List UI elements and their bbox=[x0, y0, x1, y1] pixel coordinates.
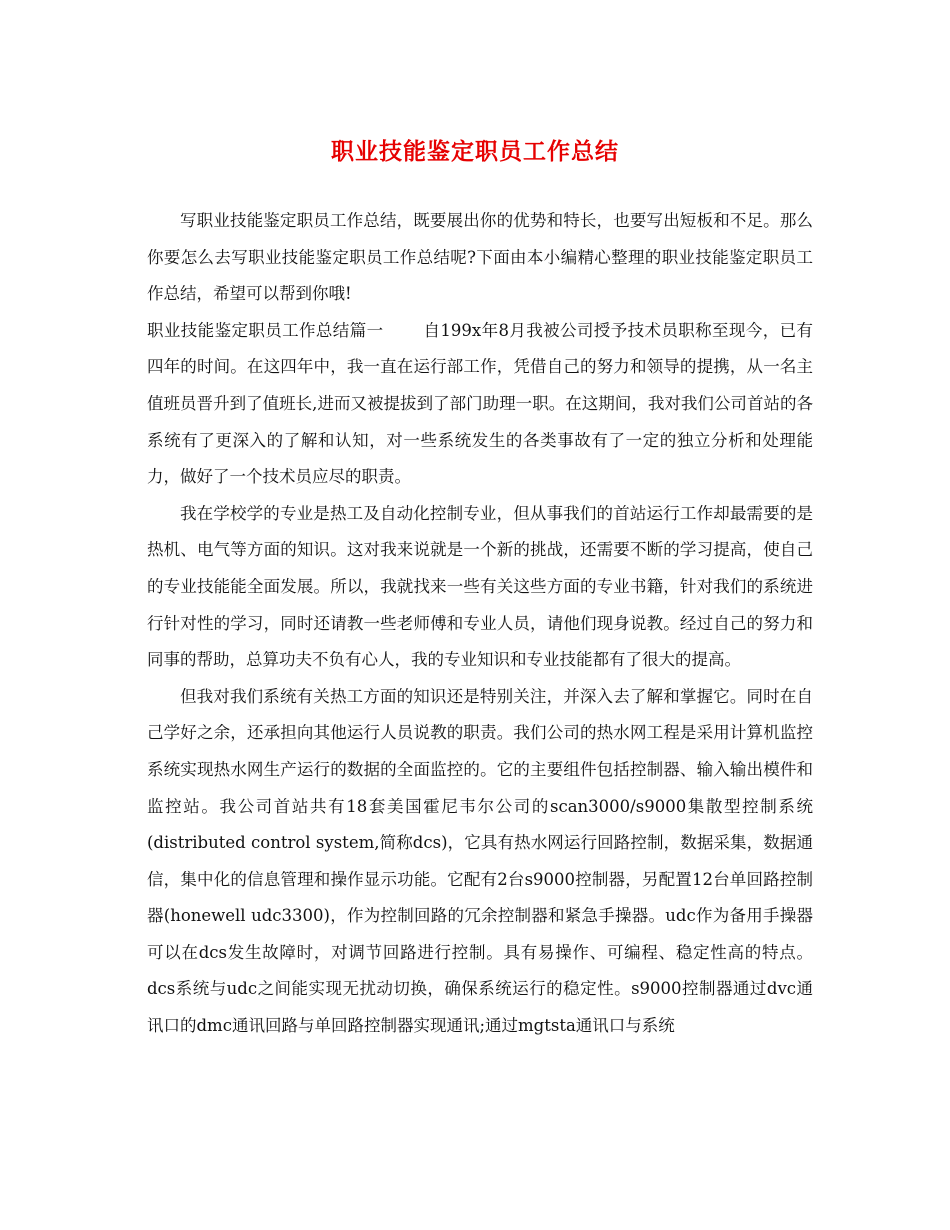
paragraph-1-text: 自199x年8月我被公司授予技术员职称至现今，已有四年的时间。在这四年中，我一直在运行部工作，凭借自己的努力和领导的提携，从一名主值班员晋升到了值班长,进而又被提拔到了部门助理一职。在这期间，我对我们公司首站的各系统有了更深入的了解和认知，对一些系统发生的各类事故有了一定的独立分析和处理能力，做好了一个技术员应尽的职责。 bbox=[147, 320, 814, 487]
intro-paragraph: 写职业技能鉴定职员工作总结，既要展出你的优势和特长，也要写出短板和不足。那么你要怎么去写职业技能鉴定职员工作总结呢?下面由本小编精心整理的职业技能鉴定职员工作总结，希望可以帮到你哦! bbox=[147, 211, 813, 304]
document-body bbox=[147, 203, 813, 1045]
paragraph-2: 我在学校学的专业是热工及自动化控制专业，但从事我们的首站运行工作却最需要的是热机、电气等方面的知识。这对我来说就是一个新的挑战，还需要不断的学习提高，使自己的专业技能能全面发展。所以，我就找来一些有关这些方面的专业书籍，针对我们的系统进行针对性的学习，同时还请教一些老师傅和专业人员，请他们现身说教。经过自己的努力和同事的帮助，总算功夫不负有心人，我的专业知识和专业技能都有了很大的提高。 bbox=[147, 503, 813, 670]
section-heading: 职业技能鉴定职员工作总结篇一 bbox=[147, 320, 384, 340]
section-paragraph-1 bbox=[147, 313, 813, 496]
document-title: 职业技能鉴定职员工作总结 bbox=[331, 139, 619, 165]
paragraph-3: 但我对我们系统有关热工方面的知识还是特别关注，并深入去了解和掌握它。同时在自己学好之余，还承担向其他运行人员说教的职责。我们公司的热水网工程是采用计算机监控系统实现热水网生产运行的数据的全面监控的。它的主要组件包括控制器、输入输出模件和监控站。我公司首站共有18套美国霍尼韦尔公司的scan3000/s9000集散型控制系统(distributed control system,简称dcs)，它具有热水网运行回路控制，数据采集，数据通信，集中化的信息管理和操作显示功能。它配有2台s9000控制器，另配置12台单回路控制器(honewell udc3300)，作为控制回路的冗余控制器和紧急手操器。udc作为备用手操器可以在dcs发生故障时，对调节回路进行控制。具有易操作、可编程、稳定性高的特点。dcs系统与udc之间能实现无扰动切换，确保系统运行的稳定性。s9000控制器通过dvc通讯口的dmc通讯回路与单回路控制器实现通讯;通过mgtsta通讯口与系统 bbox=[147, 686, 813, 1036]
